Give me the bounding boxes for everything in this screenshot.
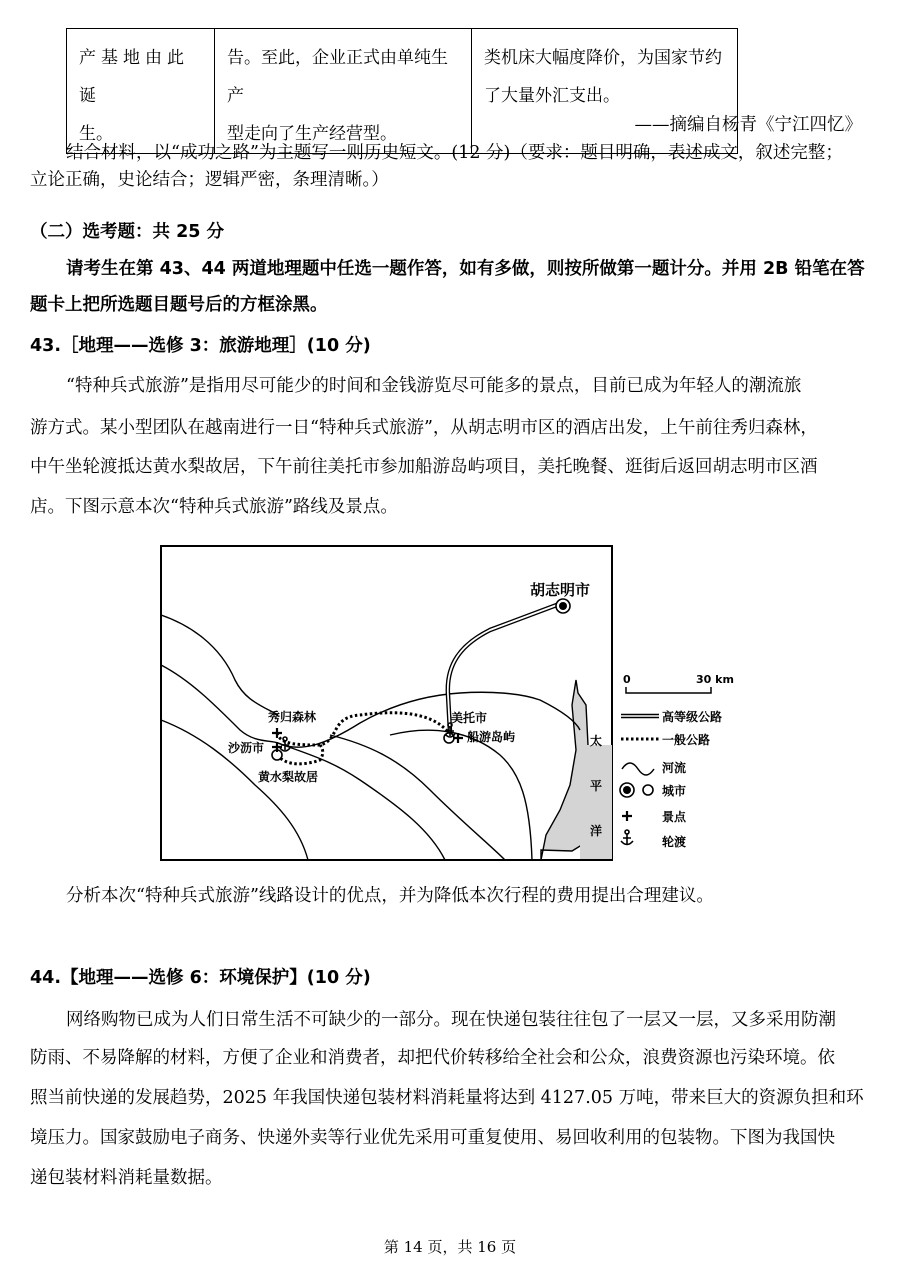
ocean-fill: [580, 745, 612, 859]
legend-city-big-dot: [623, 786, 631, 794]
q43-body-line-3: 中午坐轮渡抵达黄水梨故居，下午前往美托市参加船游岛屿项目，美托晚餐、逛街后返回胡志明市区酒: [30, 457, 818, 477]
legend-city-small-icon: [643, 785, 653, 795]
q43-title: 43.［地理——选修 3：旅游地理］(10 分): [30, 336, 371, 356]
scale-dist: 30 km: [696, 673, 734, 686]
q44-body-line-2: 防雨、不易降解的材料，方便了企业和消费者，却把代价转移给全社会和公众，浪费资源也污染环境。依: [30, 1048, 835, 1068]
table-cell-2-line-1: 告。至此，企业正式由单纯生产: [227, 48, 448, 106]
legend-spot: 景点: [662, 810, 687, 824]
label-hcm: 胡志明市: [530, 581, 591, 599]
city-hcm-dot: [559, 602, 567, 610]
section-instruction-line-1: 请考生在第 43、44 两道地理题中任选一题作答，如有多做，则按所做第一题计分。并用 2B 铅笔在答: [66, 259, 865, 279]
legend-river-swatch: [622, 763, 654, 775]
label-ocean-2: 平: [590, 779, 603, 793]
map-legend: [618, 672, 758, 852]
legend-city: 城市: [662, 784, 687, 798]
label-meituo: 美托市: [451, 711, 488, 725]
section-instruction-line-2: 题卡上把所选题目题号后的方框涂黑。: [30, 295, 328, 315]
label-xiugui: 秀归森林: [268, 710, 317, 724]
q43-question: 分析本次“特种兵式旅游”线路设计的优点，并为降低本次行程的费用提出合理建议。: [66, 886, 714, 906]
label-ocean-3: 洋: [590, 824, 603, 838]
table-cell-1-line-1: 产基地由此诞: [79, 48, 189, 106]
legend-ferry-icon: [621, 830, 633, 845]
legend-road: 一般公路: [662, 733, 711, 747]
table-cell-3-line-1: 类机床大幅度降价，为国家节约: [484, 48, 722, 68]
section-title: （二）选考题：共 25 分: [30, 222, 225, 242]
table-cell-2-line-2: 型走向了生产经营型。: [227, 124, 397, 144]
q44-body-line-1: 网络购物已成为人们日常生活不可缺少的一部分。现在快递包装往往包了一层又一层，又多采用防潮: [66, 1010, 836, 1030]
source-citation: ——摘编自杨青《宁江四忆》: [634, 115, 862, 135]
table-cell-1-line-2: 生。: [79, 124, 113, 144]
q44-body-line-5: 递包装材料消耗量数据。: [30, 1168, 223, 1188]
q44-body-line-3: 照当前快递的发展趋势，2025 年我国快递包装材料消耗量将达到 4127.05 万吨，带来巨大的资源负担和环: [30, 1088, 864, 1108]
q43-body-line-1: “特种兵式旅游”是指用尽可能少的时间和金钱游览尽可能多的景点，目前已成为年轻人的潮流旅: [66, 376, 802, 396]
q43-body-line-4: 店。下图示意本次“特种兵式旅游”路线及景点。: [30, 497, 398, 517]
table-cell-1: [67, 29, 215, 154]
table-cell-2: [215, 29, 472, 154]
scale-zero: 0: [623, 673, 631, 686]
legend-ferry: 轮渡: [662, 835, 687, 849]
scale-bar: [626, 687, 711, 693]
material-table: [66, 28, 738, 154]
q44-body-line-4: 境压力。国家鼓励电子商务、快递外卖等行业优先采用可重复使用、易回收利用的包装物。下图为我国快: [30, 1128, 835, 1148]
page-footer: 第 14 页，共 16 页: [383, 1238, 517, 1256]
table-cell-3-line-2: 了大量外汇支出。: [484, 86, 620, 106]
label-chuanyou: 船游岛屿: [467, 730, 516, 744]
q42-prompt-line-2: 立论正确，史论结合；逻辑严密，条理清晰。）: [30, 170, 389, 190]
q43-body-line-2: 游方式。某小型团队在越南进行一日“特种兵式旅游”，从胡志明市区的酒店出发，上午前往秀归森林，: [30, 418, 818, 438]
label-huang: 黄水梨故居: [258, 770, 319, 784]
legend-river: 河流: [662, 761, 687, 775]
label-ocean-1: 太: [590, 734, 603, 748]
legend-spot-icon: [622, 811, 632, 821]
label-shali: 沙沥市: [228, 741, 265, 755]
q44-title: 44.【地理——选修 6：环境保护】(10 分): [30, 968, 371, 988]
q42-prompt-line-1: 结合材料，以“成功之路”为主题写一则历史短文。(12 分)（要求：题目明确，表述成文，叙述完整；: [66, 143, 843, 163]
legend-highway: 高等级公路: [662, 710, 723, 724]
route-map: [160, 545, 613, 861]
